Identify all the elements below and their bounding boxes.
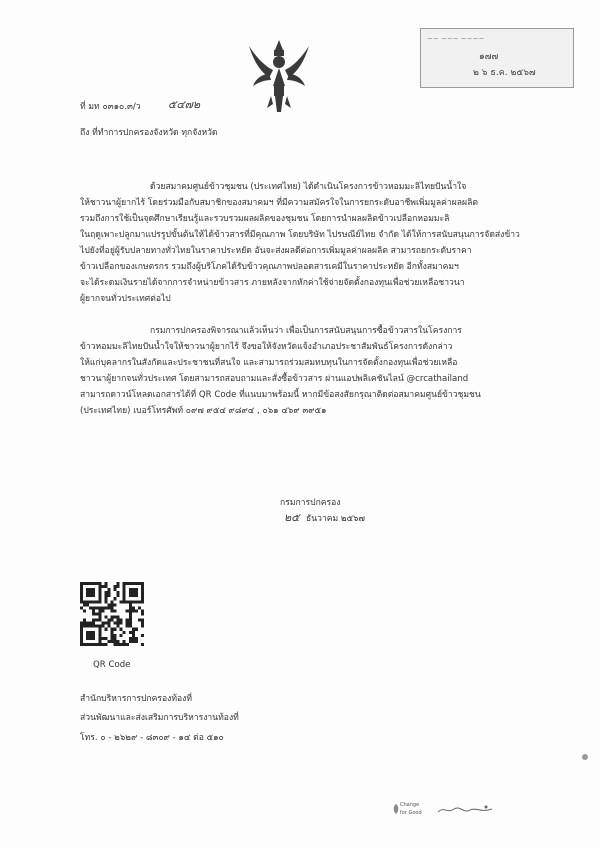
reference-number: ที่ มท ๐๓๑๐.๓/ว bbox=[80, 102, 141, 112]
qr-module bbox=[114, 609, 117, 612]
qr-module bbox=[104, 597, 107, 600]
qr-module bbox=[114, 628, 117, 631]
qr-module bbox=[98, 619, 101, 622]
qr-module bbox=[83, 625, 86, 628]
qr-module bbox=[107, 603, 110, 606]
qr-module bbox=[110, 634, 113, 637]
qr-module bbox=[83, 600, 86, 603]
qr-module bbox=[123, 588, 126, 591]
qr-module bbox=[120, 643, 123, 646]
qr-module bbox=[120, 622, 123, 625]
qr-module bbox=[141, 622, 144, 625]
qr-module bbox=[135, 591, 138, 594]
stamp-date: ๒ ๖ ธ.ค. ๒๕๖๗ bbox=[473, 68, 536, 78]
qr-module bbox=[117, 625, 120, 628]
qr-code-label: QR Code bbox=[93, 660, 131, 670]
qr-module bbox=[92, 606, 95, 609]
qr-module bbox=[129, 640, 132, 643]
qr-module bbox=[92, 625, 95, 628]
qr-module bbox=[92, 609, 95, 612]
qr-module bbox=[83, 582, 86, 585]
qr-module bbox=[86, 631, 89, 634]
para1-line: จะได้ระดมเงินรายได้จากการจำหน่ายข้าวสาร ภายหลังจากหักค่าใช้จ่ายจัดตั้งกองทุนเพื่อช่วยเหลือชาวนา bbox=[80, 278, 465, 288]
qr-module bbox=[107, 619, 110, 622]
qr-module bbox=[80, 637, 83, 640]
qr-module bbox=[110, 616, 113, 619]
change-for-good-logo-icon bbox=[392, 804, 400, 814]
qr-module bbox=[129, 600, 132, 603]
para1-line: รวมถึงการใช้เป็นจุดศึกษาเรียนรู้และรวบรวมผลผลิตของชุมชน โดยการนำผลผลิตข้าวเปลือกหอมมะลิ bbox=[80, 214, 450, 224]
qr-module bbox=[92, 600, 95, 603]
qr-module bbox=[132, 600, 135, 603]
qr-module bbox=[138, 619, 141, 622]
qr-module bbox=[129, 591, 132, 594]
qr-module bbox=[117, 616, 120, 619]
qr-module bbox=[117, 622, 120, 625]
qr-module bbox=[98, 606, 101, 609]
qr-module bbox=[80, 628, 83, 631]
qr-module bbox=[104, 594, 107, 597]
qr-module bbox=[129, 588, 132, 591]
qr-module bbox=[80, 594, 83, 597]
qr-module bbox=[98, 600, 101, 603]
qr-module bbox=[86, 603, 89, 606]
qr-module bbox=[104, 628, 107, 631]
qr-module bbox=[129, 594, 132, 597]
qr-module bbox=[123, 640, 126, 643]
qr-module bbox=[129, 637, 132, 640]
qr-module bbox=[135, 637, 138, 640]
para1-line: ไปยังที่อยู่ผู้รับปลายทางทั่วไทยในราคาประหยัด อันจะส่งผลดีต่อการเพิ่มมูลค่าผลผลิต สามารถยกระดับราคา bbox=[80, 246, 472, 256]
qr-module bbox=[117, 582, 120, 585]
qr-module bbox=[129, 606, 132, 609]
qr-module bbox=[98, 643, 101, 646]
qr-module bbox=[98, 594, 101, 597]
para1-line: ผู้ยากจนทั่วประเทศต่อไป bbox=[80, 294, 171, 304]
footer-division: ส่วนพัฒนาและส่งเสริมการบริหารงานท้องที่ bbox=[80, 713, 239, 723]
qr-module bbox=[86, 625, 89, 628]
qr-module bbox=[117, 640, 120, 643]
qr-module bbox=[123, 582, 126, 585]
qr-module bbox=[86, 622, 89, 625]
qr-module bbox=[89, 582, 92, 585]
qr-module bbox=[132, 594, 135, 597]
qr-module bbox=[123, 594, 126, 597]
qr-module bbox=[104, 637, 107, 640]
para1-line: ให้ชาวนาผู้ยากไร้ โดยร่วมมือกับสมาชิกของสมาคมฯ ที่มีความสมัครใจในการยกระดับอาชีพเพิ่มมูลค่าผลผลิต bbox=[80, 198, 478, 208]
qr-module bbox=[80, 622, 83, 625]
qr-module bbox=[126, 622, 129, 625]
signature-logo-icon bbox=[436, 804, 494, 816]
qr-module bbox=[104, 643, 107, 646]
qr-module bbox=[123, 585, 126, 588]
qr-module bbox=[135, 628, 138, 631]
qr-module bbox=[132, 637, 135, 640]
para1-line: ข้าวเปลือกของเกษตรกร รวมถึงผู้บริโภคได้รับข้าวคุณภาพปลอดสารเคมีในราคาประหยัด อีกทั้งสมาคมฯ bbox=[80, 262, 459, 272]
qr-module bbox=[117, 643, 120, 646]
qr-module bbox=[83, 643, 86, 646]
qr-module bbox=[107, 622, 110, 625]
qr-module bbox=[141, 643, 144, 646]
qr-module bbox=[101, 643, 104, 646]
footer-phone: โทร. ๐ - ๒๖๒๙ - ๘๓๐๙ - ๑๔ ต่อ ๕๑๐ bbox=[80, 733, 224, 743]
qr-module bbox=[107, 640, 110, 643]
qr-module bbox=[114, 616, 117, 619]
closing-date-day: ๒๕ bbox=[284, 511, 300, 524]
qr-module bbox=[126, 643, 129, 646]
qr-module bbox=[89, 591, 92, 594]
qr-module bbox=[114, 597, 117, 600]
qr-module bbox=[132, 631, 135, 634]
qr-module bbox=[92, 622, 95, 625]
qr-module bbox=[80, 631, 83, 634]
qr-module bbox=[126, 625, 129, 628]
qr-module bbox=[110, 631, 113, 634]
qr-module bbox=[80, 625, 83, 628]
qr-module bbox=[95, 582, 98, 585]
closing-date: ธันวาคม ๒๕๖๗ bbox=[306, 514, 366, 524]
qr-module bbox=[89, 606, 92, 609]
qr-module bbox=[123, 643, 126, 646]
qr-module bbox=[95, 619, 98, 622]
qr-module bbox=[132, 634, 135, 637]
qr-module bbox=[126, 609, 129, 612]
qr-module bbox=[129, 619, 132, 622]
qr-module bbox=[114, 588, 117, 591]
para2-line: กรมการปกครองพิจารณาแล้วเห็นว่า เพื่อเป็นการสนับสนุนการซื้อข้าวสารในโครงการ bbox=[150, 326, 462, 336]
qr-module bbox=[114, 637, 117, 640]
qr-module bbox=[141, 619, 144, 622]
qr-module bbox=[98, 585, 101, 588]
qr-module bbox=[101, 585, 104, 588]
qr-module bbox=[89, 600, 92, 603]
qr-module bbox=[110, 628, 113, 631]
qr-module bbox=[110, 600, 113, 603]
garuda-emblem-icon bbox=[247, 38, 311, 114]
qr-module bbox=[98, 631, 101, 634]
qr-module bbox=[123, 631, 126, 634]
qr-module bbox=[141, 597, 144, 600]
qr-module bbox=[98, 634, 101, 637]
qr-module bbox=[132, 628, 135, 631]
qr-module bbox=[92, 634, 95, 637]
qr-module bbox=[129, 582, 132, 585]
qr-module bbox=[86, 637, 89, 640]
qr-module bbox=[104, 600, 107, 603]
qr-module bbox=[135, 640, 138, 643]
qr-module bbox=[98, 591, 101, 594]
for-good-logo-text: for Good bbox=[400, 810, 422, 816]
qr-module bbox=[101, 622, 104, 625]
qr-module bbox=[107, 588, 110, 591]
qr-module bbox=[92, 582, 95, 585]
qr-module bbox=[98, 597, 101, 600]
qr-module bbox=[86, 588, 89, 591]
qr-module bbox=[98, 588, 101, 591]
qr-module bbox=[89, 634, 92, 637]
qr-module bbox=[98, 640, 101, 643]
qr-module bbox=[135, 609, 138, 612]
qr-module bbox=[83, 622, 86, 625]
qr-module bbox=[98, 628, 101, 631]
qr-module bbox=[92, 612, 95, 615]
qr-module bbox=[83, 619, 86, 622]
qr-module bbox=[114, 640, 117, 643]
qr-module bbox=[98, 625, 101, 628]
qr-module bbox=[89, 588, 92, 591]
qr-module bbox=[107, 591, 110, 594]
qr-module bbox=[104, 616, 107, 619]
qr-module bbox=[117, 591, 120, 594]
qr-module bbox=[120, 628, 123, 631]
qr-module bbox=[129, 609, 132, 612]
qr-module bbox=[114, 634, 117, 637]
footer-office: สำนักบริหารการปกครองท้องที่ bbox=[80, 694, 193, 704]
qr-module bbox=[92, 588, 95, 591]
stamp-number: ๑๗๗ bbox=[479, 52, 499, 62]
qr-module bbox=[101, 625, 104, 628]
qr-module bbox=[114, 622, 117, 625]
qr-module bbox=[141, 585, 144, 588]
qr-module bbox=[141, 582, 144, 585]
reference-handwritten: ๕๔๗๒ bbox=[168, 98, 201, 111]
qr-module bbox=[132, 582, 135, 585]
qr-module bbox=[141, 625, 144, 628]
qr-module bbox=[135, 582, 138, 585]
qr-module bbox=[86, 594, 89, 597]
qr-module bbox=[101, 606, 104, 609]
qr-module bbox=[80, 591, 83, 594]
qr-module bbox=[92, 643, 95, 646]
qr-module bbox=[132, 588, 135, 591]
qr-module bbox=[141, 612, 144, 615]
qr-module bbox=[80, 640, 83, 643]
qr-module bbox=[141, 594, 144, 597]
qr-module bbox=[80, 643, 83, 646]
qr-module bbox=[80, 588, 83, 591]
qr-module bbox=[117, 594, 120, 597]
paragraph-2 bbox=[80, 326, 540, 417]
qr-module bbox=[126, 582, 129, 585]
closing-department: กรมการปกครอง bbox=[280, 498, 341, 508]
qr-module bbox=[98, 616, 101, 619]
qr-module bbox=[110, 619, 113, 622]
change-logo-text: Change bbox=[400, 802, 420, 808]
qr-module bbox=[80, 634, 83, 637]
qr-code[interactable] bbox=[80, 582, 144, 646]
qr-module bbox=[126, 600, 129, 603]
qr-module bbox=[86, 582, 89, 585]
qr-module bbox=[114, 643, 117, 646]
paragraph-1 bbox=[80, 182, 540, 305]
qr-module bbox=[104, 606, 107, 609]
qr-module bbox=[89, 622, 92, 625]
para1-line: ด้วยสมาคมศูนย์ข้าวชุมชน (ประเทศไทย) ได้ดำเนินโครงการข้าวหอมมะลิไทยปันน้ำใจ bbox=[150, 182, 467, 192]
qr-module bbox=[89, 637, 92, 640]
footer-logos bbox=[392, 802, 502, 824]
qr-module bbox=[110, 637, 113, 640]
para1-line: ในฤดูเพาะปลูกมาแปรรูปขั้นต้นให้ได้ข้าวสารที่มีคุณภาพ โดยบริษัท ไปรษณีย์ไทย จำกัด ได้ให้การสนับสนุนการจัดส่งข้าว bbox=[80, 230, 520, 240]
qr-module bbox=[117, 619, 120, 622]
qr-module bbox=[141, 634, 144, 637]
qr-module bbox=[80, 606, 83, 609]
qr-module bbox=[80, 582, 83, 585]
qr-module bbox=[138, 600, 141, 603]
qr-module bbox=[92, 637, 95, 640]
qr-module bbox=[138, 606, 141, 609]
qr-module bbox=[117, 585, 120, 588]
qr-module bbox=[110, 609, 113, 612]
qr-module bbox=[135, 600, 138, 603]
qr-module bbox=[141, 588, 144, 591]
qr-module bbox=[86, 600, 89, 603]
scan-mark bbox=[582, 754, 588, 760]
para2-line: สามารถดาวน์โหลดเอกสารได้ที่ QR Code ที่แนบมาพร้อมนี้ หากมีข้อสงสัยกรุณาติดต่อสมาคมศูนย์ข้าวชุมชน bbox=[80, 390, 481, 400]
qr-module bbox=[129, 622, 132, 625]
qr-module bbox=[123, 600, 126, 603]
qr-module bbox=[132, 591, 135, 594]
qr-module bbox=[129, 625, 132, 628]
received-stamp bbox=[420, 28, 574, 88]
qr-module bbox=[80, 585, 83, 588]
qr-module bbox=[141, 591, 144, 594]
qr-module bbox=[129, 612, 132, 615]
qr-module bbox=[107, 606, 110, 609]
qr-module bbox=[107, 625, 110, 628]
qr-module bbox=[101, 637, 104, 640]
qr-module bbox=[101, 609, 104, 612]
qr-module bbox=[132, 609, 135, 612]
qr-module bbox=[114, 603, 117, 606]
qr-module bbox=[110, 606, 113, 609]
qr-module bbox=[141, 600, 144, 603]
qr-module bbox=[123, 597, 126, 600]
qr-module bbox=[86, 634, 89, 637]
qr-module bbox=[104, 591, 107, 594]
qr-module bbox=[98, 582, 101, 585]
qr-module bbox=[129, 603, 132, 606]
qr-module bbox=[120, 634, 123, 637]
qr-module bbox=[107, 594, 110, 597]
qr-module bbox=[92, 631, 95, 634]
qr-module bbox=[135, 588, 138, 591]
qr-module bbox=[95, 600, 98, 603]
qr-module bbox=[98, 612, 101, 615]
qr-module bbox=[92, 619, 95, 622]
qr-module bbox=[123, 591, 126, 594]
qr-module bbox=[120, 619, 123, 622]
qr-module bbox=[98, 609, 101, 612]
qr-module bbox=[95, 612, 98, 615]
qr-module bbox=[110, 640, 113, 643]
qr-module bbox=[141, 609, 144, 612]
qr-module bbox=[86, 643, 89, 646]
qr-module bbox=[95, 625, 98, 628]
qr-module bbox=[89, 594, 92, 597]
qr-module bbox=[129, 631, 132, 634]
qr-module bbox=[132, 606, 135, 609]
qr-module bbox=[104, 622, 107, 625]
qr-module bbox=[89, 631, 92, 634]
qr-module bbox=[89, 625, 92, 628]
para2-line: (ประเทศไทย) เบอร์โทรศัพท์ ๐๙๗ ๙๕๔ ๙๘๙๔ , ๐๖๑ ๔๖๙ ๓๙๕๑ bbox=[80, 406, 327, 416]
qr-module bbox=[80, 597, 83, 600]
qr-module bbox=[138, 582, 141, 585]
para2-line: ชาวนาผู้ยากจนทั่วประเทศ โดยสามารถสอบถามและสั่งซื้อข้าวสาร ผ่านแอปพลิเคชันไลน์ @crcathailand bbox=[80, 374, 469, 384]
qr-module bbox=[89, 643, 92, 646]
qr-module bbox=[86, 591, 89, 594]
qr-module bbox=[120, 600, 123, 603]
qr-module bbox=[83, 603, 86, 606]
para2-line: ให้แก่บุคลากรในสังกัดและประชาชนที่สนใจ และสามารถร่วมสมทบทุนในการจัดตั้งกองทุนเพื่อช่วยเหลือ bbox=[80, 358, 458, 368]
qr-module bbox=[98, 637, 101, 640]
stamp-scribble: ~~ ~~~ ~~~~ bbox=[427, 35, 485, 43]
qr-module bbox=[135, 594, 138, 597]
qr-module bbox=[95, 643, 98, 646]
qr-module bbox=[129, 616, 132, 619]
qr-module bbox=[110, 603, 113, 606]
qr-module bbox=[92, 594, 95, 597]
qr-module bbox=[83, 609, 86, 612]
qr-module bbox=[132, 640, 135, 643]
qr-module bbox=[80, 600, 83, 603]
qr-module bbox=[114, 585, 117, 588]
qr-module bbox=[126, 619, 129, 622]
recipient-line: ถึง ที่ทำการปกครองจังหวัด ทุกจังหวัด bbox=[80, 128, 218, 138]
qr-module bbox=[92, 591, 95, 594]
qr-module bbox=[95, 606, 98, 609]
qr-module bbox=[104, 585, 107, 588]
para2-line: ข้าวหอมมะลิไทยปันน้ำใจให้ชาวนาผู้ยากไร้ จึงขอให้จังหวัดแจ้งอำเภอประชาสัมพันธ์โครงการดังกล่าว bbox=[80, 342, 453, 352]
qr-module bbox=[104, 582, 107, 585]
